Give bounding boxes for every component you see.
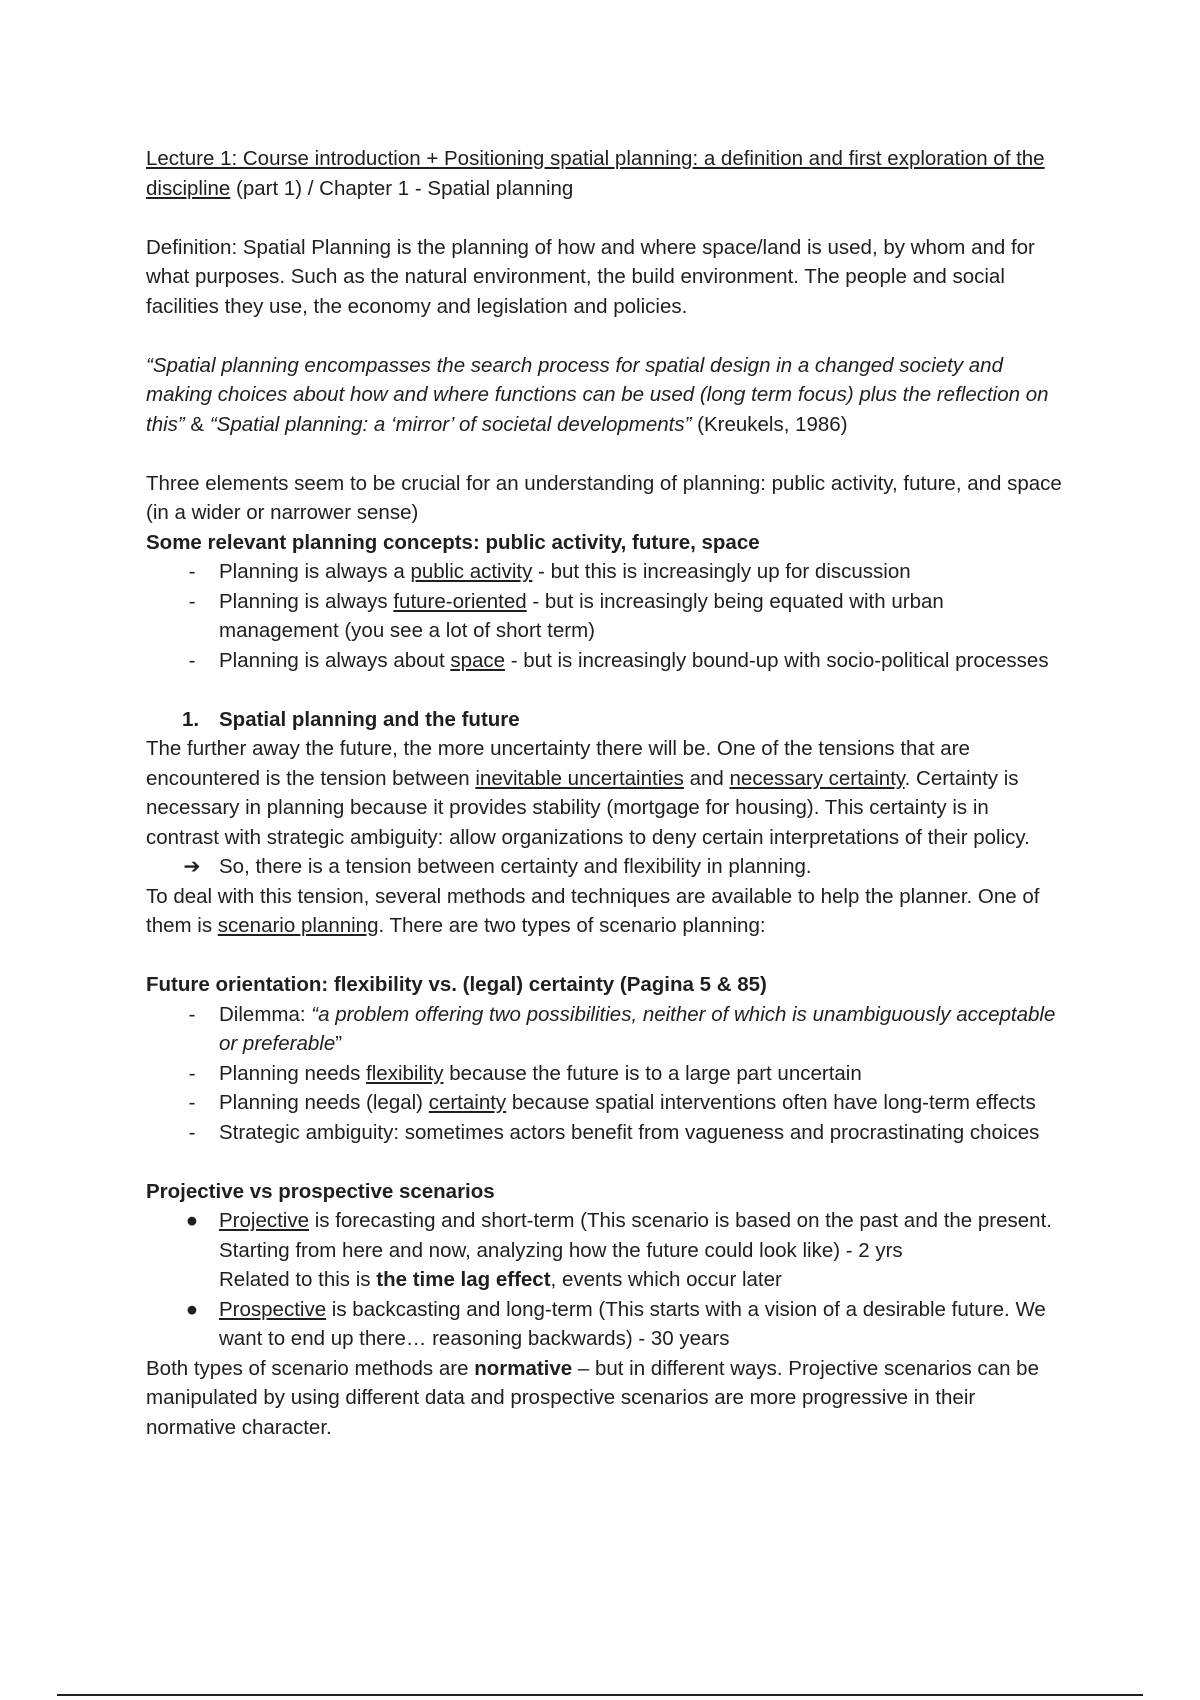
item-underlined: space [450, 648, 506, 672]
bold-term: normative [474, 1356, 573, 1380]
arrow-icon: ➔ [183, 855, 201, 878]
arrow-text: So, there is a tension between certainty and flexibility in planning. [219, 855, 812, 878]
item-text: Planning is always a [219, 560, 411, 583]
dash-marker: - [188, 560, 196, 583]
list-item [146, 557, 1066, 587]
item-text: Dilemma: [219, 1002, 312, 1026]
item-text: - but is increasingly being equated with urban management (you see a lot of short term) [219, 589, 944, 642]
bullet-marker: ● [185, 1297, 199, 1321]
normative-paragraph [146, 1354, 1066, 1443]
lecture-title [146, 144, 1066, 203]
future-orientation-heading: Future orientation: flexibility vs. (legal) certainty (Pagina 5 & 85) [146, 973, 767, 996]
underlined-term: Projective [219, 1209, 310, 1232]
bold-term: the time lag effect [376, 1268, 551, 1291]
quote-citation: (Kreukels, 1986) [691, 412, 848, 436]
item-underlined: future-oriented [393, 589, 527, 613]
section-1-heading [146, 705, 1066, 735]
dash-marker: - [188, 589, 196, 613]
list-item [146, 1295, 1066, 1354]
item-text: Planning is always about [219, 648, 451, 672]
item-text: Planning needs [219, 1061, 367, 1085]
document-page [146, 144, 1066, 1442]
quote-part-1: “Spatial planning encompasses the search process for spatial design in a changed society and making choices about how and where functions can be used (long term focus) plus the reflection on this” [146, 353, 1049, 436]
dash-marker: - [188, 1061, 196, 1085]
underlined-term: necessary certainty [729, 766, 905, 790]
paragraph-text: – but in different ways. Projective scenarios can be manipulated by using different data and prospective scenarios are more progressive in their normative character. [146, 1356, 1039, 1439]
item-text: - but is increasingly bound-up with socio-political processes [505, 648, 1049, 672]
item-underlined: public activity [410, 560, 533, 583]
dash-marker: - [188, 1002, 196, 1026]
paragraph-text: . Certainty is necessary in planning because it provides stability (mortgage for housing). This certainty is in contrast with strategic ambiguity: allow organizations to deny certain interpretations of their policy. [146, 766, 1030, 849]
item-text: Strategic ambiguity: sometimes actors benefit from vagueness and procrastinating choices [219, 1120, 1040, 1144]
dash-marker: - [188, 1120, 196, 1144]
scenario-intro-paragraph [146, 882, 1066, 941]
item-text: Planning needs (legal) [219, 1091, 429, 1114]
item-text: Related to this is [219, 1268, 377, 1291]
underlined-term: certainty [428, 1091, 507, 1114]
item-text: because spatial interventions often have long-term effects [506, 1091, 1036, 1114]
scenarios-heading: Projective vs prospective scenarios [146, 1179, 495, 1203]
bullet-marker: ● [185, 1209, 199, 1232]
paragraph-text: The further away the future, the more uncertainty there will be. One of the tensions that are encountered is the tension between [146, 737, 970, 790]
quote-ampersand: & [184, 412, 210, 436]
item-text: ” [335, 1032, 343, 1055]
page-bottom-rule [57, 1694, 1143, 1696]
dilemma-quote: “a problem offering two possibilities, neither of which is unambiguously acceptable or preferable [219, 1002, 1056, 1055]
paragraph-text: and [683, 766, 730, 790]
list-item [146, 1088, 1066, 1118]
item-text: , events which occur later [550, 1268, 782, 1291]
arrow-item [146, 852, 1066, 882]
item-text: is backcasting and long-term (This starts with a vision of a desirable future. We want to end up there… reasoning backwards) - 30 years [219, 1297, 1046, 1350]
section-title: Spatial planning and the future [219, 707, 520, 731]
paragraph-text: . There are two types of scenario planning: [378, 914, 766, 937]
concepts-heading: Some relevant planning concepts: public activity, future, space [146, 530, 760, 554]
item-text: Planning is always [219, 589, 394, 613]
quote-part-2: “Spatial planning: a ‘mirror’ of societal developments” [209, 412, 692, 436]
list-item [146, 1206, 1066, 1295]
three-elements-paragraph: Three elements seem to be crucial for an understanding of planning: public activity, future, and space (in a wider or narrower sense) [146, 471, 1062, 524]
item-text: - but this is increasingly up for discussion [532, 560, 911, 583]
section-number: 1. [182, 707, 200, 731]
dash-marker: - [188, 648, 196, 672]
lecture-title-rest: (part 1) / Chapter 1 - Spatial planning [230, 176, 574, 200]
lecture-title-underlined: Lecture 1: Course introduction + Positioning spatial planning: a definition and first exploration of the discipline [146, 147, 1045, 200]
list-item [146, 646, 1066, 676]
underlined-term: Prospective [219, 1297, 327, 1321]
list-item [146, 1000, 1066, 1059]
underlined-term: flexibility [366, 1061, 444, 1085]
item-text: is forecasting and short-term (This scenario is based on the past and the present. Starting from here and now, analyzing how the future could look like) - 2 yrs [219, 1209, 1052, 1262]
definition-paragraph: Definition: Spatial Planning is the planning of how and where space/land is used, by whom and for what purposes. Such as the natural environment, the build environment. The people and social facilities they use, the economy and legislation and policies. [146, 235, 1035, 318]
future-paragraph [146, 734, 1066, 852]
item-text: because the future is to a large part uncertain [443, 1061, 862, 1085]
underlined-term: inevitable uncertainties [475, 766, 684, 790]
paragraph-text: To deal with this tension, several methods and techniques are available to help the planner. One of them is [146, 884, 1040, 937]
list-item [146, 1059, 1066, 1089]
dash-marker: - [188, 1091, 196, 1114]
list-item [146, 587, 1066, 646]
underlined-term: scenario planning [217, 914, 379, 937]
paragraph-text: Both types of scenario methods are [146, 1356, 475, 1380]
quote-paragraph [146, 351, 1066, 440]
list-item [146, 1118, 1066, 1148]
